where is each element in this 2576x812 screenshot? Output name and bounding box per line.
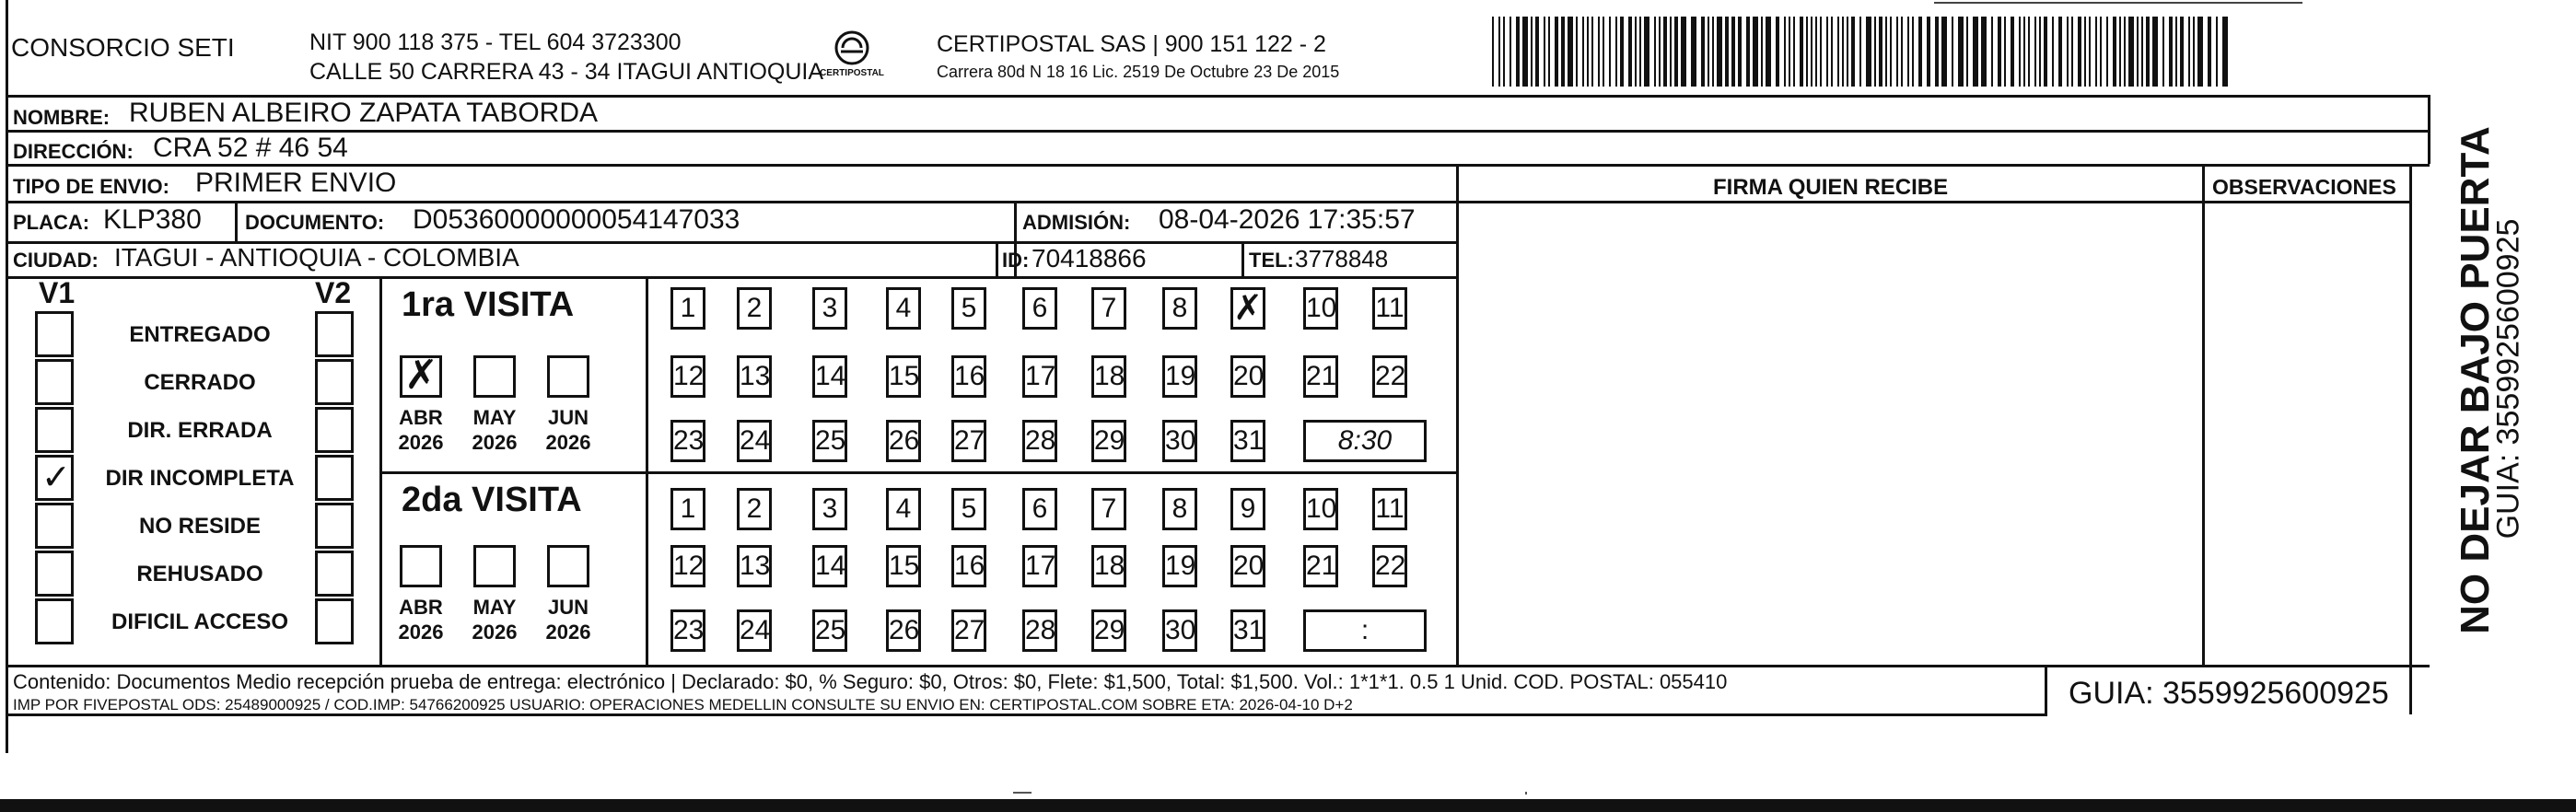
first-visit-title: 1ra VISITA (402, 285, 575, 324)
v1-checkbox[interactable] (35, 311, 74, 357)
day-box[interactable]: 4 (886, 287, 921, 330)
barcode (1492, 17, 2229, 87)
day-box[interactable]: 14 (812, 355, 847, 398)
month-checkbox[interactable] (473, 545, 516, 587)
day-box[interactable]: 5 (951, 287, 986, 330)
mark-x: ✗ (404, 353, 438, 398)
check-mark: ✓ (41, 458, 71, 497)
day-box[interactable]: 11 (1372, 287, 1407, 330)
direccion-value: CRA 52 # 46 54 (153, 133, 348, 163)
day-box[interactable]: 26 (886, 609, 921, 652)
day-box[interactable]: 29 (1091, 420, 1126, 462)
nit-line: NIT 900 118 375 - TEL 604 3723300 (309, 29, 682, 55)
day-box[interactable]: 23 (670, 420, 705, 462)
v2-checkbox[interactable] (315, 407, 354, 453)
day-box[interactable]: 3 (812, 287, 847, 330)
logo-text: CERTIPOSTAL (820, 68, 884, 78)
v1-checkbox[interactable] (35, 503, 74, 549)
day-box[interactable]: 6 (1022, 488, 1057, 530)
day-box[interactable]: 13 (737, 545, 772, 587)
month-checkbox[interactable] (547, 545, 589, 587)
status-option-label: DIR INCOMPLETA (105, 466, 295, 491)
tel-value: 3778848 (1295, 245, 1389, 273)
day-box[interactable]: 21 (1303, 545, 1338, 587)
certipostal-line2: Carrera 80d N 18 16 Lic. 2519 De Octubre 23 De 2015 (937, 63, 1340, 81)
status-option-label: CERRADO (144, 370, 256, 395)
month-label: JUN 2026 (545, 596, 591, 644)
day-box[interactable]: 23 (670, 609, 705, 652)
documento-label: DOCUMENTO: (245, 211, 385, 234)
nombre-value: RUBEN ALBEIRO ZAPATA TABORDA (129, 98, 599, 128)
day-box[interactable]: 28 (1022, 420, 1057, 462)
id-label: ID: (1002, 249, 1030, 272)
v1-label: V1 (39, 276, 76, 309)
v2-checkbox[interactable] (315, 455, 354, 501)
footer-guia: GUIA: 3559925600925 (2069, 676, 2389, 711)
day-box[interactable]: 2 (737, 287, 772, 330)
ciudad-value: ITAGUI - ANTIOQUIA - COLOMBIA (114, 243, 519, 272)
status-option-label: DIFICIL ACCESO (111, 609, 288, 634)
day-box[interactable]: 1 (670, 488, 705, 530)
day-box[interactable]: 8 (1162, 488, 1197, 530)
day-box[interactable]: 16 (951, 355, 986, 398)
day-box[interactable]: 17 (1022, 355, 1057, 398)
footer-impresion: IMP POR FIVEPOSTAL ODS: 25489000925 / COD.IMP: 54766200925 USUARIO: OPERACIONES MEDELLIN CONSULTE SU ENVIO EN: CERTIPOSTAL.COM SOBRE ETA: 2026-04-10 D+2 (13, 696, 1353, 713)
v2-checkbox[interactable] (315, 598, 354, 644)
month-label: ABR 2026 (398, 406, 444, 454)
status-option-label: NO RESIDE (138, 514, 262, 539)
side-guia: GUIA: 3559925600925 (2490, 218, 2526, 539)
month-label: MAY 2026 (472, 406, 518, 454)
day-box[interactable]: 4 (886, 488, 921, 530)
v1-checkbox[interactable] (35, 551, 74, 597)
company-name: CONSORCIO SETI (11, 33, 235, 62)
side-title: NO DEJAR BAJO PUERTA (2453, 126, 2498, 634)
month-checkbox[interactable] (547, 355, 589, 398)
documento-value: D05360000000054147033 (413, 204, 740, 235)
day-box[interactable]: 13 (737, 355, 772, 398)
month-checkbox[interactable] (400, 545, 442, 587)
id-value: 70418866 (1032, 244, 1147, 273)
day-box[interactable]: 10 (1303, 488, 1338, 530)
day-box[interactable]: 25 (812, 609, 847, 652)
day-box[interactable]: 7 (1091, 488, 1126, 530)
time-box[interactable]: 8:30 (1303, 420, 1427, 462)
v1-checkbox[interactable] (35, 359, 74, 405)
day-box[interactable]: 24 (737, 609, 772, 652)
time-box[interactable]: : (1303, 609, 1427, 652)
day-box[interactable]: 30 (1162, 420, 1197, 462)
address-line: CALLE 50 CARRERA 43 - 34 ITAGUI ANTIOQUIA (309, 59, 824, 85)
tipo-envio-label: TIPO DE ENVIO: (13, 175, 169, 198)
placa-label: PLACA: (13, 211, 90, 234)
day-box[interactable]: 22 (1372, 545, 1407, 587)
day-box[interactable]: ✗ (1230, 287, 1265, 330)
month-checkbox[interactable] (400, 355, 442, 398)
day-box[interactable]: 25 (812, 420, 847, 462)
day-box[interactable]: 31 (1230, 609, 1265, 652)
day-box[interactable]: 22 (1372, 355, 1407, 398)
placa-value: KLP380 (103, 204, 202, 235)
day-box[interactable]: 12 (670, 355, 705, 398)
admision-value: 08-04-2026 17:35:57 (1159, 204, 1416, 235)
day-box[interactable]: 28 (1022, 609, 1057, 652)
v2-checkbox[interactable] (315, 359, 354, 405)
day-box[interactable]: 15 (886, 545, 921, 587)
status-option-label: ENTREGADO (129, 322, 271, 347)
day-box[interactable]: 14 (812, 545, 847, 587)
observaciones-label: OBSERVACIONES (2212, 175, 2396, 199)
firma-label: FIRMA QUIEN RECIBE (1713, 175, 1949, 200)
second-visit-title: 2da VISITA (402, 481, 582, 519)
day-box[interactable]: 18 (1091, 545, 1126, 587)
day-box[interactable]: 31 (1230, 420, 1265, 462)
day-box[interactable]: 27 (951, 609, 986, 652)
bottom-edge (0, 799, 2576, 812)
day-box[interactable]: 17 (1022, 545, 1057, 587)
day-box[interactable]: 30 (1162, 609, 1197, 652)
day-box[interactable]: 12 (670, 545, 705, 587)
direccion-label: DIRECCIÓN: (13, 140, 134, 163)
day-box[interactable]: 24 (737, 420, 772, 462)
day-box[interactable]: 20 (1230, 545, 1265, 587)
day-box[interactable]: 26 (886, 420, 921, 462)
v2-label: V2 (315, 276, 352, 309)
day-box[interactable]: 1 (670, 287, 705, 330)
month-checkbox[interactable] (473, 355, 516, 398)
day-box[interactable]: 3 (812, 488, 847, 530)
v1-checkbox[interactable] (35, 455, 74, 501)
day-box[interactable]: 15 (886, 355, 921, 398)
day-box[interactable]: 16 (951, 545, 986, 587)
status-option-label: REHUSADO (136, 562, 263, 586)
day-box[interactable]: 2 (737, 488, 772, 530)
v2-checkbox[interactable] (315, 311, 354, 357)
day-box[interactable]: 21 (1303, 355, 1338, 398)
day-box[interactable]: 19 (1162, 545, 1197, 587)
day-box[interactable]: 6 (1022, 287, 1057, 330)
day-box[interactable]: 11 (1372, 488, 1407, 530)
month-label: ABR 2026 (398, 596, 444, 644)
day-box[interactable]: 7 (1091, 287, 1126, 330)
day-box[interactable]: 29 (1091, 609, 1126, 652)
tipo-envio-value: PRIMER ENVIO (195, 168, 397, 198)
day-box[interactable]: 9 (1230, 488, 1265, 530)
v1-checkbox[interactable] (35, 407, 74, 453)
day-box[interactable]: 8 (1162, 287, 1197, 330)
v2-checkbox[interactable] (315, 551, 354, 597)
status-option-label: DIR. ERRADA (127, 418, 273, 443)
tel-label: TEL: (1249, 249, 1294, 272)
day-box[interactable]: 20 (1230, 355, 1265, 398)
day-box[interactable]: 19 (1162, 355, 1197, 398)
month-label: MAY 2026 (472, 596, 518, 644)
day-box[interactable]: 27 (951, 420, 986, 462)
nombre-label: NOMBRE: (13, 106, 111, 129)
side-panel (2428, 110, 2575, 644)
certipostal-line1: CERTIPOSTAL SAS | 900 151 122 - 2 (937, 31, 1326, 57)
v2-checkbox[interactable] (315, 503, 354, 549)
day-box[interactable]: 10 (1303, 287, 1338, 330)
admision-label: ADMISIÓN: (1022, 211, 1131, 234)
certipostal-logo (810, 28, 893, 83)
day-box[interactable]: 5 (951, 488, 986, 530)
ciudad-label: CIUDAD: (13, 249, 99, 272)
barcode-icon (1492, 17, 2229, 87)
footer-contenido: Contenido: Documentos Medio recepción prueba de entrega: electrónico | Declarado: $0, % Seguro: $0, Otros: $0, Flete: $1,500, Total: $1,500. Vol.: 1*1*1. 0.5 1 Unid. COD. POSTAL: 055410 (13, 670, 1728, 693)
v1-checkbox[interactable] (35, 598, 74, 644)
month-label: JUN 2026 (545, 406, 591, 454)
day-box[interactable]: 18 (1091, 355, 1126, 398)
